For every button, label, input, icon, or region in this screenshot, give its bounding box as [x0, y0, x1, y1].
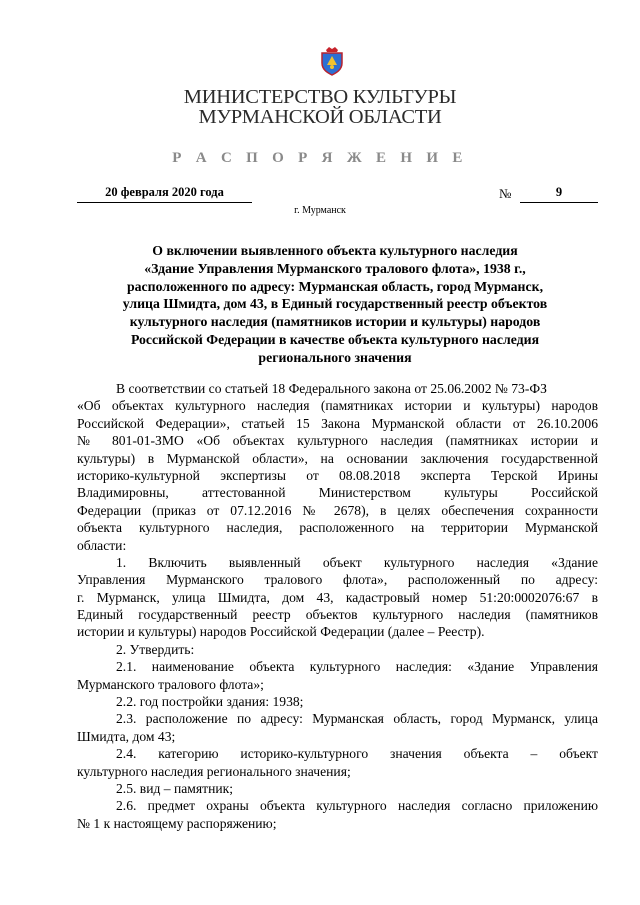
heading-line: культурного наследия (памятников истории и культуры) народов	[129, 314, 541, 330]
body-line: № 1 к настоящему распоряжению;	[77, 815, 277, 831]
body-line: Российской Федерации», статьей 15 Закона Мурманской области от 26.10.2006	[77, 415, 598, 431]
body-line: 2.4. категорию историко-культурного значения объекта – объект	[116, 746, 598, 762]
coat-of-arms-icon	[320, 46, 344, 76]
body-line: Управления Мурманского тралового флота», расположенный по адресу:	[77, 572, 598, 588]
order-date: 20 февраля 2020 года	[77, 185, 252, 203]
document-body	[77, 380, 598, 832]
heading-line: улица Шмидта, дом 43, в Единый государственный реестр объектов	[122, 296, 548, 312]
body-line: Единый государственный реестр объектов культурного наследия (памятников	[77, 607, 598, 623]
body-line: истории и культуры) народов Российской Федерации (далее – Реестр).	[77, 624, 485, 640]
body-line: историко-культурной экспертизы от 08.08.2018 эксперта Терской Ирины	[77, 467, 598, 483]
heading-line: «Здание Управления Мурманского тралового флота», 1938 г.,	[144, 260, 526, 276]
order-title: Р А С П О Р Я Ж Е Н И Е	[172, 150, 468, 166]
body-line: 1. Включить выявленный объект культурного наследия «Здание	[116, 554, 598, 570]
body-line: области:	[77, 537, 127, 553]
ministry-name-line2: МУРМАНСКОЙ ОБЛАСТИ	[198, 106, 442, 128]
heading-line: Российской Федерации в качестве объекта культурного наследия	[130, 331, 540, 347]
body-line: 2.6. предмет охраны объекта культурного наследия согласно приложению	[116, 798, 598, 814]
body-line: Владимировны, аттестованной Министерством культуры Российской	[77, 485, 598, 501]
body-line: Федерации (приказ от 07.12.2016 № 2678), в целях обеспечения сохранности	[77, 502, 598, 518]
body-line: культурного наследия регионального значения;	[77, 763, 351, 779]
heading-line: регионального значения	[258, 349, 412, 365]
order-city: г. Мурманск	[294, 205, 346, 216]
heading-line: О включении выявленного объекта культурного наследия	[152, 243, 518, 258]
number-sign: №	[499, 186, 512, 201]
body-line: 2.5. вид – памятник;	[116, 780, 234, 796]
body-line: объекта культурного наследия, расположенного на территории Мурманской	[77, 520, 598, 536]
body-line: 2.2. год постройки здания: 1938;	[116, 694, 304, 710]
ministry-name-line1: МИНИСТЕРСТВО КУЛЬТУРЫ	[183, 86, 457, 108]
body-line: «Об объектах культурного наследия (памятниках истории и культуры) народов	[77, 398, 598, 414]
order-number: 9	[520, 185, 598, 203]
body-line: 2.3. расположение по адресу: Мурманская область, город Мурманск, улица	[116, 711, 598, 727]
body-line: 2.1. наименование объекта культурного наследия: «Здание Управления	[116, 659, 598, 675]
body-line: культуры) в Мурманской области», на основании заключения государственной	[77, 450, 598, 466]
body-line: 2. Утвердить:	[116, 641, 195, 657]
body-line: Шмидта, дом 43;	[77, 728, 176, 744]
body-line: г. Мурманск, улица Шмидта, дом 43, кадастровый номер 51:20:0002076:67 в	[77, 589, 598, 605]
document-heading	[70, 242, 600, 367]
body-line: Мурманского тралового флота»;	[77, 676, 264, 692]
body-line: № 801-01-ЗМО «Об объектах культурного наследия (памятниках истории и	[77, 433, 598, 449]
body-line: В соответствии со статьей 18 Федерального закона от 25.06.2002 № 73-ФЗ	[116, 381, 547, 396]
heading-line: расположенного по адресу: Мурманская область, город Мурманск,	[126, 278, 544, 294]
